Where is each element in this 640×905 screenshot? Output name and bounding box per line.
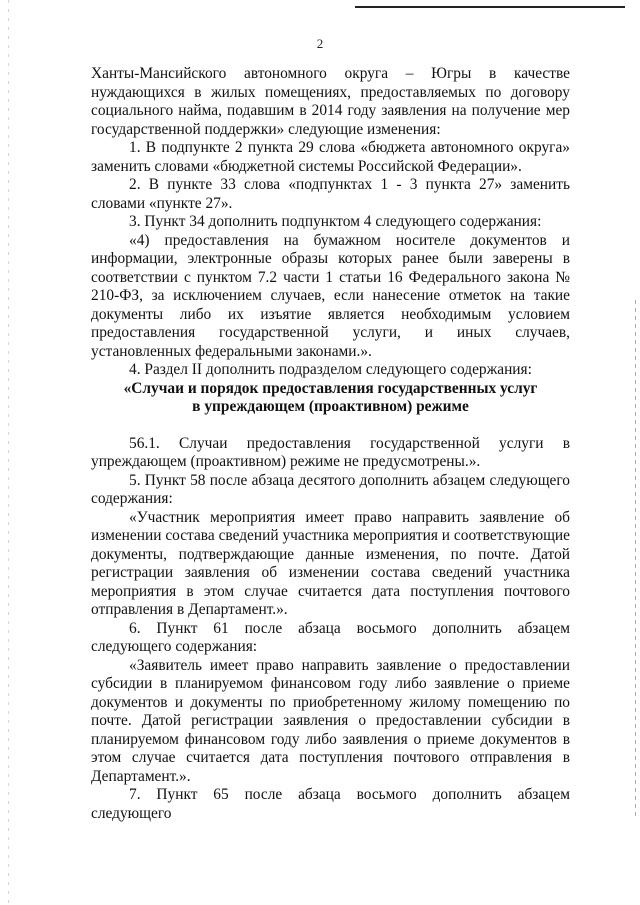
paragraph-item-5: 5. Пункт 58 после абзаца десятого дополнить абзацем следующего содержания: [91,471,570,507]
paragraph-intro: Ханты-Мансийского автономного округа – Югры в качестве нуждающихся в жилых помещениях, предоставляемых по договору социального найма, подавшим в 2014 году заявления на получение мер государственной поддержки» следующие изменения: [91,65,570,138]
paragraph-quote-participant: «Участник мероприятия имеет право направить заявление об изменении состава сведений участника мероприятия и соответствующие документы, подтверждающие данные изменения, по почте. Датой регистрации заявления об изменении состава сведений участника мероприятия в этом случае считается дата поступления почтового отправления в Департамент.». [91,508,570,618]
paragraph-item-6: 6. Пункт 61 после абзаца восьмого дополнить абзацем следующего содержания: [91,619,570,655]
paragraph-56-1: 56.1. Случаи предоставления государственной услуги в упреждающем (проактивном) режиме не предусмотрены.». [91,434,570,470]
paragraph-item-1: 1. В подпункте 2 пункта 29 слова «бюджета автономного округа» заменить словами «бюджетной системы Российской Федерации». [91,139,570,175]
section-heading-line-1: «Случаи и порядок предоставления государственных услуг [123,379,538,397]
top-rule [355,6,625,8]
paragraph-item-3: 3. Пункт 34 дополнить подпунктом 4 следующего содержания: [129,213,542,230]
paragraph-subitem-4: «4) предоставления на бумажном носителе документов и информации, электронные образы которых ранее были заверены в соответствии с пунктом 7.2 части 1 статьи 16 Федерального закона № 210-ФЗ, за исключением случаев, если нанесение отметок на такие документы либо их изъятие является необходимым условием предоставления государственной услуги, и иных случаев, установленных федеральными законами.». [91,231,570,360]
section-heading-line-2: в упреждающем (проактивном) режиме [192,398,469,415]
document-body [91,65,570,823]
paragraph-quote-applicant: «Заявитель имеет право направить заявление о предоставлении субсидии в планируемом финансовом году либо заявление о приеме документов и документы по приобретенному жилому помещению по почте. Датой регистрации заявления о предоставлении субсидии в планируемом финансовом году либо заявления о приеме документов в этом случае считается дата поступления почтового отправления в Департамент.». [91,656,570,785]
paragraph-item-4: 4. Раздел II дополнить подразделом следующего содержания: [129,361,532,378]
page-number: 2 [316,36,324,51]
scan-edge-right [635,300,636,820]
paragraph-item-7: 7. Пункт 65 после абзаца восьмого дополнить абзацем следующего [91,786,570,822]
scan-edge-left [8,0,9,905]
paragraph-item-2: 2. В пункте 33 слова «подпунктах 1 - 3 пункта 27» заменить словами «пункте 27». [91,176,570,212]
